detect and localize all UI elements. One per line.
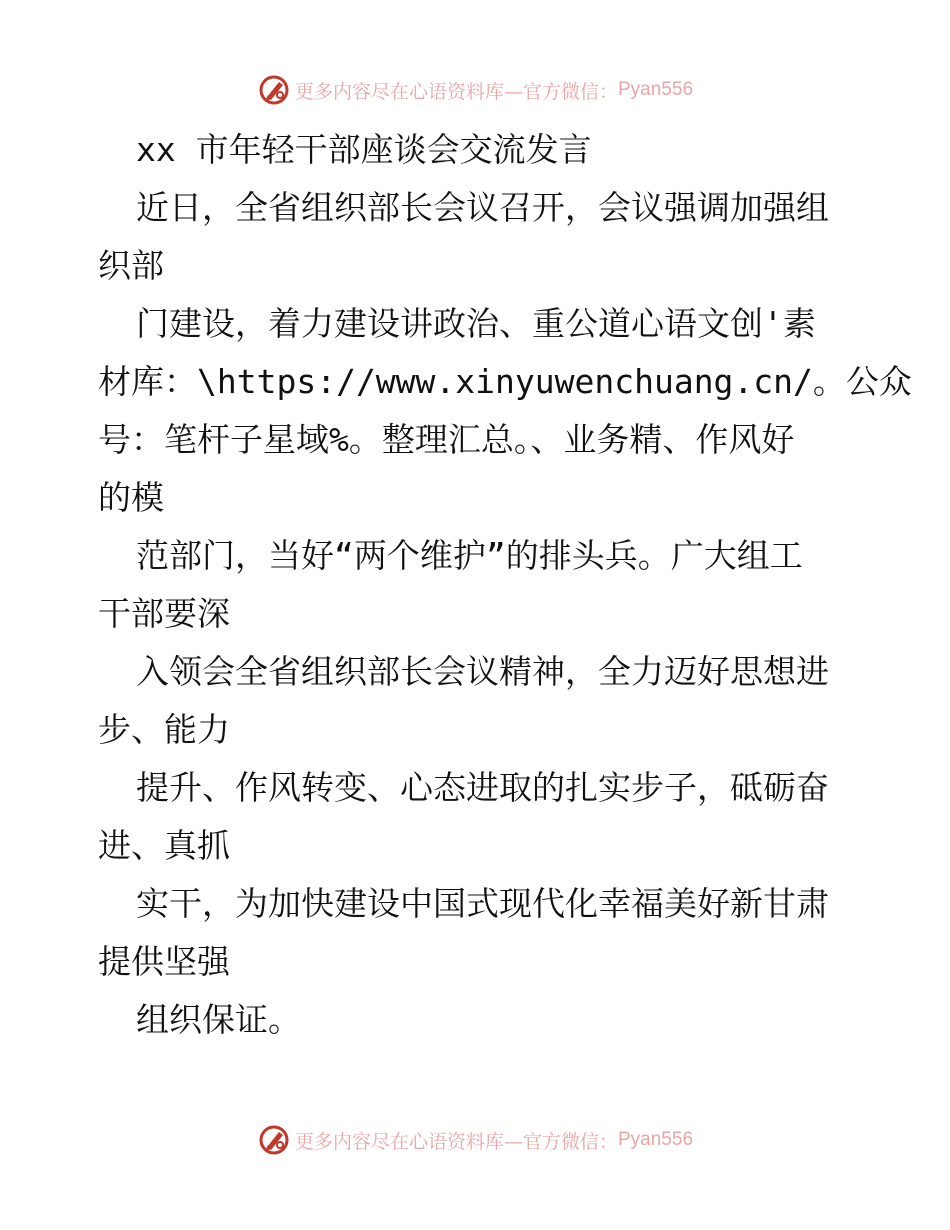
- paragraph-line: 范部门，当好“两个维护”的排头兵。广大组工: [136, 536, 803, 575]
- watermark-wechat-id: Pyan556: [618, 1129, 694, 1150]
- document-title: xx 市年轻干部座谈会交流发言: [136, 130, 592, 169]
- paragraph-line: 实干，为加快建设中国式现代化幸福美好新甘肃: [136, 884, 829, 923]
- paragraph-line: 织部: [98, 246, 164, 285]
- paragraph-line: 提升、作风转变、心态进取的扎实步子，砥砺奋: [136, 768, 829, 807]
- paragraph-line: 步、能力: [98, 710, 230, 749]
- paragraph-line: 近日，全省组织部长会议召开，会议强调加强组: [136, 188, 829, 227]
- paragraph-line: 提供坚强: [98, 942, 230, 981]
- paragraph-line: 组织保证。: [136, 1000, 301, 1039]
- watermark-wechat-id: Pyan556: [618, 79, 694, 100]
- paragraph-line: 的模: [98, 478, 164, 517]
- pen-circle-logo-icon: [257, 73, 291, 107]
- paragraph-line: 进、真抓: [98, 826, 230, 865]
- paragraph-line: 干部要深: [98, 594, 230, 633]
- paragraph-line: 号：笔杆子星域%。整理汇总。、业务精、作风好: [98, 420, 795, 459]
- pen-circle-logo-icon: [257, 1123, 291, 1157]
- watermark-text: 更多内容尽在心语资料库—官方微信：: [294, 80, 618, 103]
- paragraph-line: 入领会全省组织部长会议精神，全力迈好思想进: [136, 652, 829, 691]
- footer-watermark: [0, 1120, 950, 1160]
- paragraph-line: 门建设，着力建设讲政治、重公道心语文创'素: [136, 304, 816, 343]
- header-watermark: [0, 70, 950, 110]
- watermark-text: 更多内容尽在心语资料库—官方微信：: [294, 1130, 618, 1153]
- paragraph-line: 材库：\https://www.xinyuwenchuang.cn/。公众: [98, 362, 912, 401]
